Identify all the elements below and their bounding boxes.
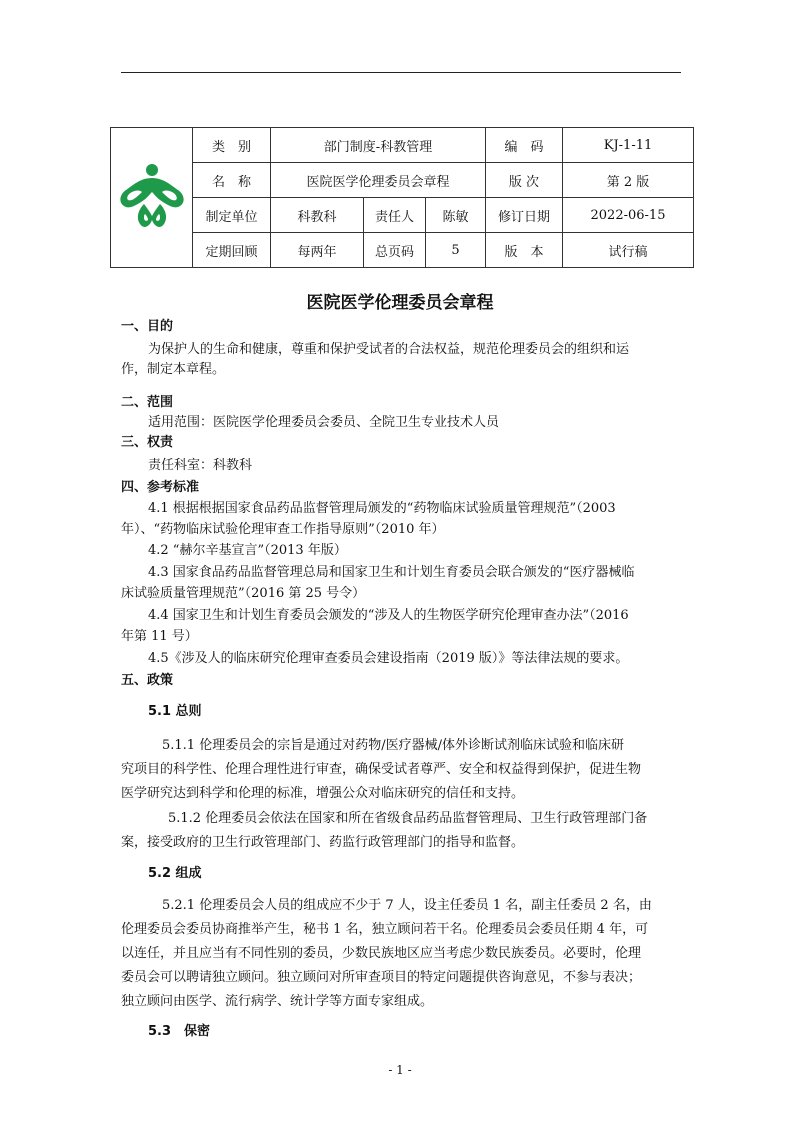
hospital-logo-icon — [114, 156, 190, 236]
owner-value: 陈敏 — [426, 198, 486, 233]
pages-label: 总页码 — [364, 233, 426, 268]
section-heading-policy: 五、政策 — [121, 673, 174, 688]
code-value: KJ-1-11 — [563, 128, 694, 163]
section-heading-scope: 二、范围 — [121, 395, 174, 410]
reference-item: 年第 11 号） — [121, 629, 198, 644]
review-label: 定期回顾 — [193, 233, 271, 268]
reference-item: 4.5《涉及人的临床研究伦理审查委员会建设指南（2019 版）》等法律法规的要求。 — [148, 651, 629, 666]
composition-text-line: 以连任，并且应当有不同性别的委员，少数民族地区应当考虑少数民族委员。必要时，伦理 — [121, 946, 642, 961]
document-info-table — [110, 127, 694, 268]
version-label: 版 本 — [486, 233, 563, 268]
document-title: 医院医学伦理委员会章程 — [306, 293, 494, 313]
dept-label: 制定单位 — [193, 198, 271, 233]
policy-text-line: 5.1.1 伦理委员会的宗旨是通过对药物/医疗器械/体外诊断试剂临床试验和临床研 — [162, 738, 624, 753]
pages-value: 5 — [426, 233, 486, 268]
category-label: 类 别 — [193, 128, 271, 163]
policy-text-line: 医学研究达到科学和伦理的标准，增强公众对临床研究的信任和支持。 — [121, 786, 525, 801]
dept-value: 科教科 — [271, 198, 364, 233]
review-value: 每两年 — [271, 233, 364, 268]
name-value: 医院医学伦理委员会章程 — [271, 163, 486, 198]
reference-item: 年）、“药物临床试验伦理审查工作指导原则”（2010 年） — [121, 522, 445, 537]
subheading-composition: 5.2 组成 — [148, 866, 202, 881]
subheading-confidentiality: 5.3 保密 — [148, 1024, 211, 1039]
policy-text-line: 案，接受政府的卫生行政管理部门、药监行政管理部门的指导和监督。 — [121, 835, 525, 850]
scope-text: 适用范围：医院医学伦理委员会委员、全院卫生专业技术人员 — [148, 415, 500, 430]
section-heading-purpose: 一、目的 — [121, 319, 174, 334]
composition-text-line: 5.2.1 伦理委员会人员的组成应不少于 7 人，设主任委员 1 名，副主任委员 2 名，由 — [162, 898, 652, 913]
responsibility-text: 责任科室：科教科 — [148, 458, 253, 473]
edition-value: 第 2 版 — [563, 163, 694, 198]
logo-cell — [111, 128, 193, 268]
owner-label: 责任人 — [364, 198, 426, 233]
reference-item: 4.1 根据根据国家食品药品监督管理局颁发的“药物临床试验质量管理规范”（2003 — [148, 501, 616, 516]
subheading-general: 5.1 总则 — [148, 704, 202, 719]
name-label: 名 称 — [193, 163, 271, 198]
policy-text-line: 究项目的科学性、伦理合理性进行审查，确保受试者尊严、安全和权益得到保护，促进生物 — [121, 762, 642, 777]
revision-date-value: 2022-06-15 — [563, 198, 694, 233]
category-value: 部门制度-科教管理 — [271, 128, 486, 163]
policy-text-line: 5.1.2 伦理委员会依法在国家和所在省级食品药品监督管理局、卫生行政管理部门备 — [168, 811, 648, 826]
composition-text-line: 独立顾问由医学、流行病学、统计学等方面专家组成。 — [121, 994, 434, 1009]
composition-text-line: 伦理委员会委员协商推举产生，秘书 1 名，独立顾问若干名。伦理委员会委员任期 4 年，可 — [121, 922, 649, 937]
reference-item: 4.4 国家卫生和计划生育委员会颁发的“涉及人的生物医学研究伦理审查办法”（2016 — [148, 608, 629, 623]
edition-label: 版 次 — [486, 163, 563, 198]
reference-item: 床试验质量管理规范”（2016 第 25 号令） — [121, 586, 366, 601]
reference-item: 4.3 国家食品药品监督管理总局和国家卫生和计划生育委员会联合颁发的“医疗器械临 — [148, 565, 635, 580]
purpose-text-line: 作，制定本章程。 — [121, 362, 226, 377]
composition-text-line: 委员会可以聘请独立顾问。独立顾问对所审查项目的特定问题提供咨询意见，不参与表决； — [121, 970, 642, 985]
reference-item: 4.2 “赫尔辛基宣言”（2013 年版） — [148, 543, 347, 558]
section-heading-references: 四、参考标准 — [121, 480, 200, 495]
section-heading-responsibility: 三、权责 — [121, 435, 174, 450]
page-number: - 1 - — [388, 1063, 412, 1077]
revision-date-label: 修订日期 — [486, 198, 563, 233]
purpose-text-line: 为保护人的生命和健康，尊重和保护受试者的合法权益，规范伦理委员会的组织和运 — [148, 342, 630, 357]
version-value: 试行稿 — [563, 233, 694, 268]
header-rule — [121, 72, 681, 73]
code-label: 编 码 — [486, 128, 563, 163]
